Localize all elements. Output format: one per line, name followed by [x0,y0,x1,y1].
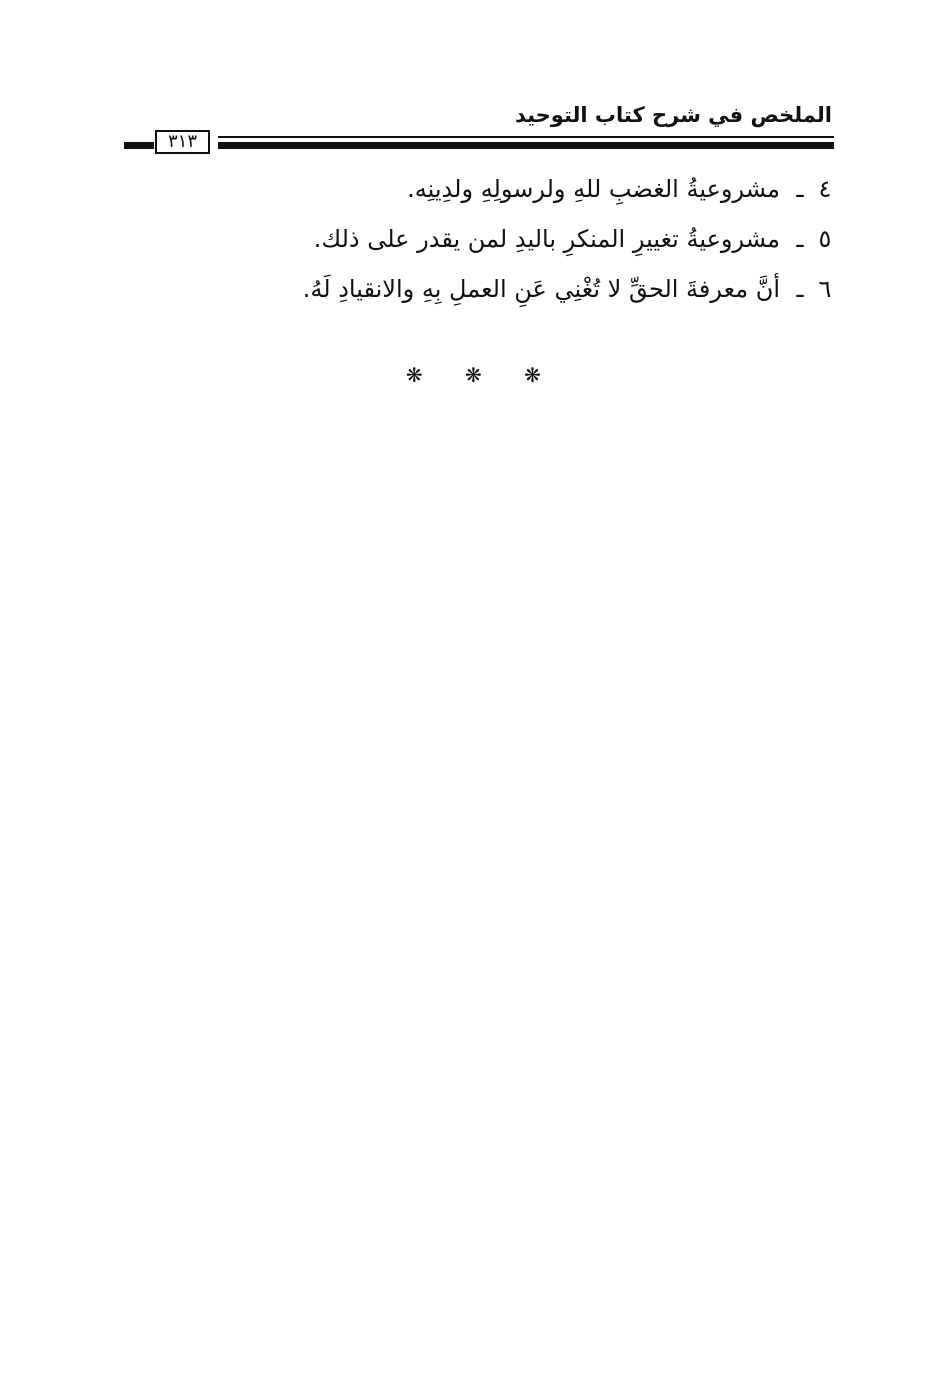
list-item [276,216,836,266]
header-rule-thick [218,142,834,149]
header-rule-thin [218,136,834,138]
benefits-list [276,166,836,316]
asterisk-ornament-icon: ❋ [524,363,541,387]
asterisk-ornament-icon: ❋ [405,363,423,387]
page-number: ٣١٣ [155,130,210,154]
list-item-dash: ـ [796,225,804,253]
asterisk-ornament-icon: ❋ [465,363,482,387]
list-item-text: مشروعيةُ تغييرِ المنكرِ باليدِ لمن يقدر على ذلك. [313,225,780,253]
header-rule-left-segment [124,142,154,149]
running-header-title: الملخص في شرح كتاب التوحيد [514,103,832,127]
list-item-dash: ـ [796,175,804,203]
list-item-number: ٤ [818,175,832,203]
list-item-number: ٥ [818,225,832,253]
section-separator [0,360,946,390]
list-item-text: مشروعيةُ الغضبِ للهِ ولرسولِهِ ولدِينِه. [407,175,780,203]
list-item [276,166,836,216]
list-item [276,266,836,316]
list-item-number: ٦ [818,275,832,303]
list-item-dash: ـ [796,275,804,303]
list-item-text: أنَّ معرفةَ الحقِّ لا تُغْنِي عَنِ العملِ بِهِ والانقيادِ لَهُ. [302,275,780,303]
